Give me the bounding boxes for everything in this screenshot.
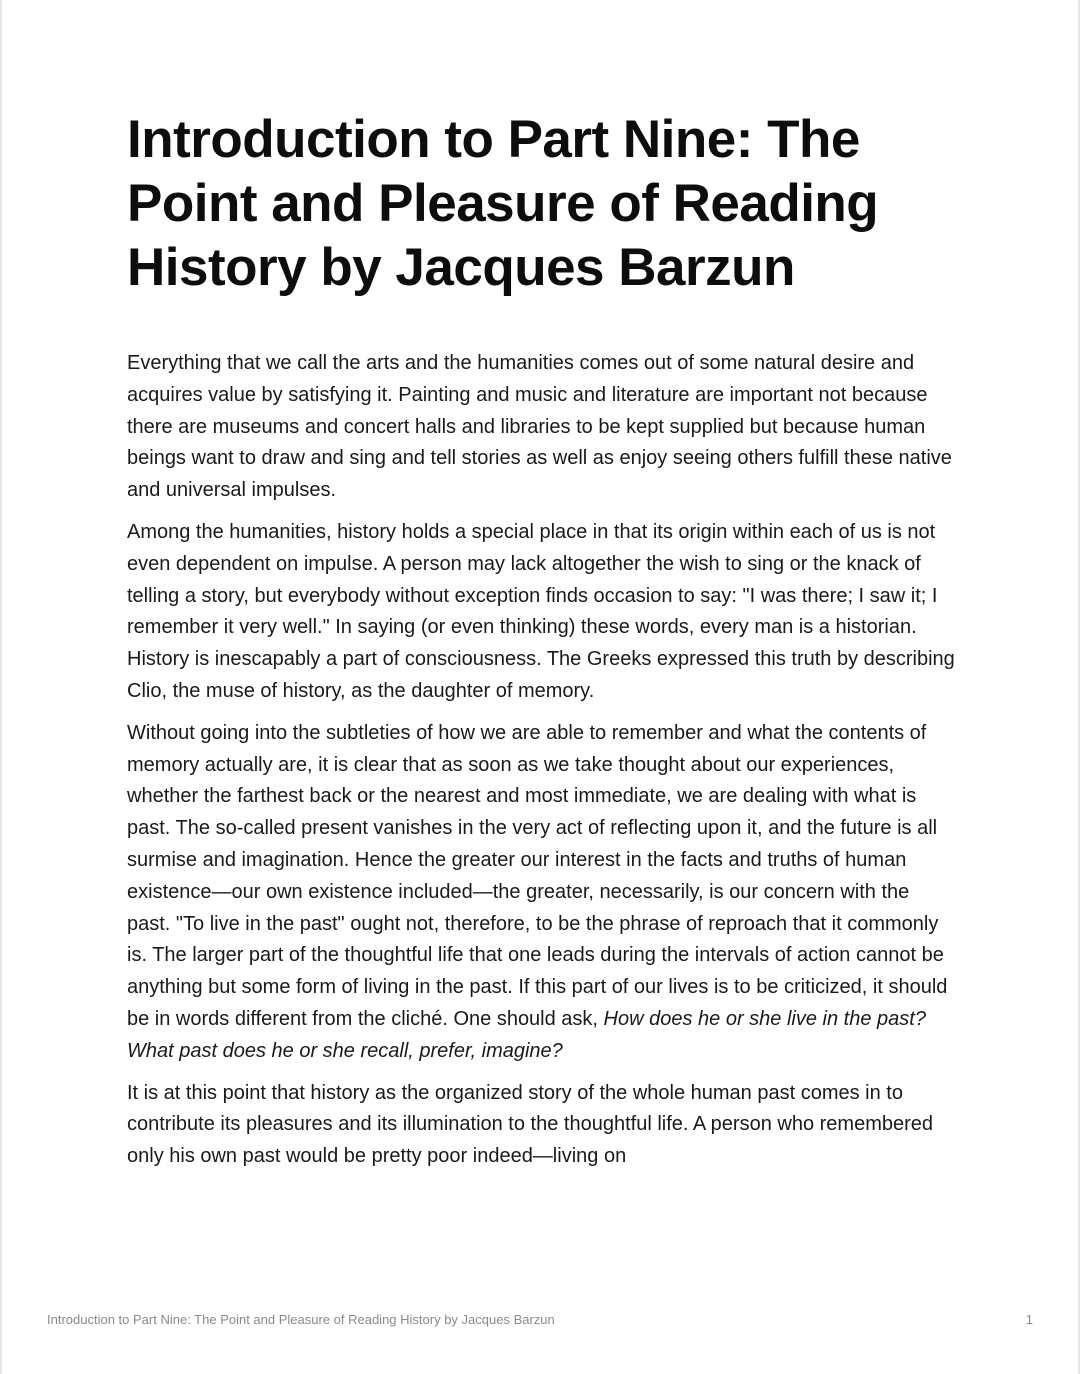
page-edge-left: [0, 0, 2, 1374]
paragraph-1: Everything that we call the arts and the humanities comes out of some natural desire and acquires value by satisfying it. Painting and music and literature are important not because there are museums and concert halls and libraries to be kept supplied but because human beings want to draw and sing and tell stories as well as enjoy seeing others fulfill these native and universal impulses.: [127, 352, 952, 502]
paragraph-3-text: Without going into the subtleties of how we are able to remember and what the contents of memory actually are, it is clear that as soon as we take thought about our experiences, whether the farthest back or the nearest and most immediate, we are dealing with what is past. The so-called present vanishes in the very act of reflecting upon it, and the future is all surmise and imagination. Hence the greater our interest in the facts and truths of human existence—our own existence included—the greater, necessarily, is our concern with the past. "To live in the past" ought not, therefore, to be the phrase of reproach that it commonly is. The larger part of the thoughtful life that one leads during the intervals of action cannot be anything but some form of living in the past. If this part of our lives is to be criticized, it should be in words different from the cliché. One should ask,: [127, 721, 948, 1030]
paragraph-3: [127, 718, 957, 1068]
footer-running-title: Introduction to Part Nine: The Point and Pleasure of Reading History by Jacques Barzun: [47, 1312, 555, 1327]
footer-page-number: 1: [1025, 1312, 1033, 1327]
page-title: Introduction to Part Nine: The Point and Pleasure of Reading History by Jacques Barzun: [127, 110, 879, 297]
page-content: [127, 108, 957, 1183]
body-text: [127, 348, 957, 1173]
paragraph-3-italic-question: How does he or she live in the past? What past does he or she recall, prefer, imagine?: [127, 1007, 926, 1062]
paragraph-4: It is at this point that history as the organized story of the whole human past comes in to contribute its pleasures and its illumination to the thoughtful life. A person who remembered only his own past would be pretty poor indeed—living on: [127, 1081, 934, 1168]
paragraph-2: Among the humanities, history holds a special place in that its origin within each of us is not even dependent on impulse. A person may lack altogether the wish to sing or the knack of telling a story, but everybody without exception finds occasion to say: "I was there; I saw it; I remember it very well." In saying (or even thinking) these words, every man is a historian. History is inescapably a part of consciousness. The Greeks expressed this truth by describing Clio, the muse of history, as the daughter of memory.: [127, 520, 955, 702]
